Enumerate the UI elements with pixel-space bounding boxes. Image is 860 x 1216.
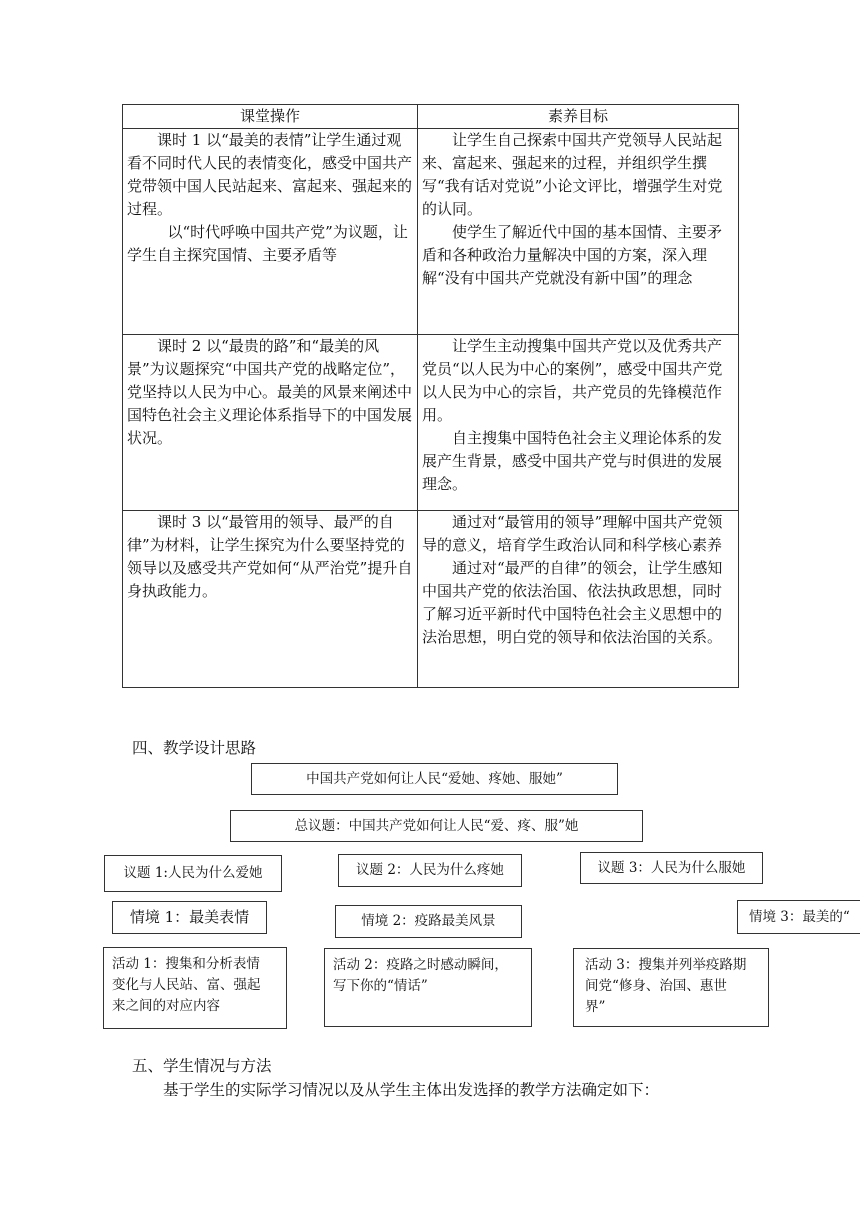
cell-paragraph: 让学生主动搜集中国共产党以及优秀共产党员“以人民为中心的案例”，感受中国共产党以人民为中心的宗旨，共产党员的先锋模范作用。 [422,337,723,424]
table-cell [123,511,418,688]
topic-3-box: 议题 3：人民为什么服她 [580,852,763,884]
course-table [122,104,739,688]
title-box: 中国共产党如何让人民“爱她、疼她、服她” [251,763,618,795]
cell-paragraph: 通过对“最管用的领导”理解中国共产党领导的意义，培育学生政治认同和科学核心素养 [422,513,723,554]
table-cell [418,335,739,511]
table-cell [418,511,739,688]
table-cell [123,129,418,335]
table-row [123,511,739,688]
cell-paragraph: 课时 1 以“最美的表情”让学生通过观看不同时代人民的表情变化，感受中国共产党带领中国人民站起来、富起来、强起来的过程。 [127,131,413,218]
activity-3-box: 活动 3：搜集并列举疫路期 间党“修身、治国、惠世 界” [573,948,769,1027]
main-topic-box: 总议题：中国共产党如何让人民“爱、疼、服”她 [230,810,643,842]
cell-paragraph: 课时 2 以“最贵的路”和“最美的风景”为议题探究“中国共产党的战略定位”，党坚持以人民为中心。最美的风景来阐述中国特色社会主义理论体系指导下的中国发展状况。 [127,337,413,447]
cell-paragraph: 使学生了解近代中国的基本国情、主要矛盾和各种政治力量解决中国的方案，深入理解“没有中国共产党就没有新中国”的理念 [422,223,723,287]
topic-1-box: 议题 1:人民为什么爱她 [104,855,282,892]
cell-paragraph: 通过对“最严的自律”的领会，让学生感知中国共产党的依法治国、依法执政思想，同时了解习近平新时代中国特色社会主义思想中的法治思想，明白党的领导和依法治国的关系。 [422,559,723,646]
table-row [123,129,739,335]
body-paragraph: 基于学生的实际学习情况以及从学生主体出发选择的教学方法确定如下： [163,1081,660,1099]
table-cell [418,129,739,335]
section-heading-design: 四、教学设计思路 [132,739,257,757]
table-cell [123,335,418,511]
activity-2-box: 活动 2：疫路之时感动瞬间， 写下你的“情话” [324,948,532,1027]
topic-2-box: 议题 2：人民为什么疼她 [338,854,522,887]
table-header-row [123,105,739,129]
column-header-goal: 素养目标 [418,105,739,129]
cell-paragraph: 让学生自己探索中国共产党领导人民站起来、富起来、强起来的过程，并组织学生撰写“我有话对党说”小论文评比，增强学生对党的认同。 [422,131,723,218]
section-heading-students: 五、学生情况与方法 [132,1057,272,1075]
cell-paragraph: 自主搜集中国特色社会主义理论体系的发展产生背景，感受中国共产党与时俱进的发展理念。 [422,429,723,493]
column-header-operation: 课堂操作 [123,105,418,129]
scene-2-box: 情境 2：疫路最美风景 [335,905,522,938]
scene-3-box: 情境 3：最美的“ [737,900,860,934]
scene-1-box: 情境 1：最美表情 [112,901,267,934]
cell-paragraph: 课时 3 以“最管用的领导、最严的自律”为材料，让学生探究为什么要坚持党的领导以及感受共产党如何“从严治党”提升自身执政能力。 [127,513,413,600]
cell-paragraph: 以“时代呼唤中国共产党”为议题，让学生自主探究国情、主要矛盾等 [127,223,408,264]
table-row [123,335,739,511]
activity-1-box: 活动 1：搜集和分析表情 变化与人民站、富、强起 来之间的对应内容 [103,947,287,1029]
